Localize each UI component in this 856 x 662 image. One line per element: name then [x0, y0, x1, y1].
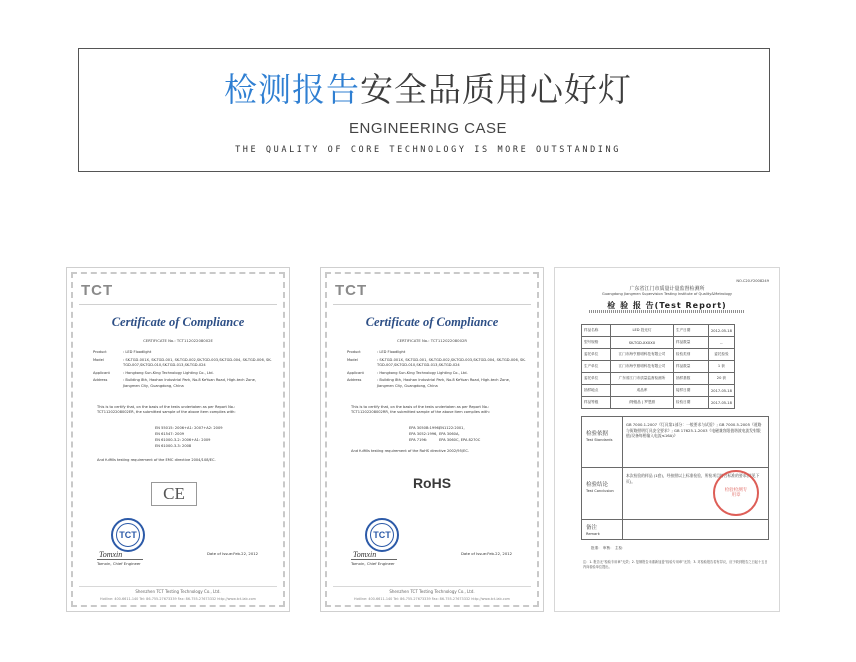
conclusion-text: 本次检验的样品 (1套)，经按照以上标准检验，所检项目符合标准的要求(详见下页)。 — [626, 473, 760, 484]
certificate-details — [93, 350, 273, 391]
divider — [79, 304, 277, 305]
standard-item: EPA 7196: — [409, 438, 428, 442]
detail-row: Address : Building 8th, Haohan Industrial Park, No.8 KeYuan Road, High-tech Zone, Jiangmen City, Guangdong, China — [347, 378, 511, 388]
standard-item: EPA 3052:1996, — [409, 432, 438, 436]
section-label: 检验结论 Test Conclusion — [586, 482, 614, 493]
footer-contact: Hotline: 400-6611-140 Tel: 86-755-27673339 Fax: 86-755-27673332 http://www.tct-lab.com — [354, 597, 510, 601]
issue-date: Date of Issue:Feb.22, 2012 — [207, 551, 259, 556]
standard-item: EPA 3060A, — [439, 432, 460, 436]
tct-seal: TCT — [365, 518, 399, 552]
standard-item: EPA 3050B:1996, — [409, 426, 440, 430]
report-organization: 广东省江门市质量计量监督检测所 — [629, 286, 705, 292]
certify-statement: This is to certify that, on the basis of the tests undertaken as per Report No.: TCT11202208002RR, the submitted sample of the above item complies with: — [351, 405, 490, 414]
barcode — [589, 310, 745, 313]
standards-list — [439, 425, 480, 443]
section-label: 备注 Remark — [586, 525, 600, 536]
detail-row: Applicant : Hongkong Sun-King Technology Lighting Co., Ltd. — [93, 370, 214, 375]
tct-logo: TCT — [81, 282, 114, 299]
signer-name: Tomxin, Chief Engineer — [351, 561, 395, 566]
detail-row: Model : SK-TGD-001X, SK-TGD-001, SK-TGD-002,SK-TGD-003,SK-TGD-004, SK-TGD-006, SK-TGD-007,SK-TGD-010,SK-TGD-013,SK-TGD-024 — [93, 357, 272, 367]
standard-item: EN 61547: 2009 — [155, 432, 185, 436]
test-report — [554, 267, 780, 612]
standard-item: EN 55015: 2006+A1: 2007+A2: 2009 — [155, 426, 223, 430]
detail-row: Address : Building 8th, Haohan Industrial Park, No.8 KeYuan Road, High-tech Zone, Jiangmen City, Guangdong, China — [93, 378, 257, 388]
report-title: 检 验 报 告(Test Report) — [607, 301, 727, 310]
rohs-mark: RoHS — [412, 475, 452, 491]
directive-statement: And fulfills testing requirement of the EMC directive 2004/108/EC. — [97, 458, 216, 462]
standard-item: EPA 3060C, EPA 8270C — [439, 438, 481, 442]
tagline: THE QUALITY OF CORE TECHNOLOGY IS MORE OUTSTANDING — [235, 145, 621, 155]
test-standards-section — [581, 416, 769, 468]
certificate-details — [347, 350, 527, 391]
approval-signatures: 批准： 审核： 主检： — [591, 546, 626, 550]
rohs-certificate — [320, 267, 544, 612]
detail-row: Product : LED Floodlight — [347, 350, 406, 354]
signature: Tomxin — [99, 550, 123, 559]
report-info-table — [581, 324, 735, 409]
title-highlight: 检测报告 — [224, 70, 360, 109]
divider — [333, 304, 531, 305]
detail-row: Model : SK-TGD-001X, SK-TGD-001, SK-TGD-002,SK-TGD-003,SK-TGD-004, SK-TGD-006, SK-TGD-007,SK-TGD-010,SK-TGD-013,SK-TGD-024 — [347, 357, 526, 367]
title-rest: 安全品质用心好灯 — [360, 70, 632, 109]
standard-item: EN 61000-3-3: 2008 — [155, 444, 192, 448]
table-row: 样品等级 /特级品 | 罗恩照 检验日期 2017-05-18 — [582, 397, 735, 409]
footer-divider — [79, 586, 277, 587]
remark-section — [581, 520, 769, 540]
report-notes: 注：1. 报告无“检验专用章”无效；2. 复制报告未重新加盖“检验专用章”无效；3. 对检验报告若有异议，应于收到报告之日起十五日内向检验单位提出。 — [583, 560, 768, 569]
section-subtitle: ENGINEERING CASE — [348, 120, 508, 137]
table-row: 委托单位 广东省江门市质量监督检测所 抽样基数 20 套 — [582, 373, 735, 385]
report-number: NO.C20-Y2008249 — [736, 279, 769, 283]
issue-date: Date of Issue:Feb.22, 2012 — [461, 551, 513, 556]
signer-name: Tomxin, Chief Engineer — [97, 561, 141, 566]
standard-item: EN 61000-3-2: 2006+A1: 2009 — [155, 438, 211, 442]
certificate-heading: Certificate of Compliance — [111, 315, 245, 329]
directive-statement: And fulfills testing requirement of the RoHS directive 2002/95/EC. — [351, 449, 470, 453]
certificate-number: CERTIFICATE No.: TCT11202208002E — [143, 338, 213, 343]
page-title — [0, 70, 856, 110]
signature-line — [351, 559, 397, 560]
table-row: 抽样地点 成品库 接样日期 2017-05-18 — [582, 385, 735, 397]
footer-company: Shenzhen TCT Testing Technology Co., Ltd. — [135, 589, 221, 594]
signature: Tomxin — [353, 550, 377, 559]
table-row: 型号规格 SK-TGD-XXXXX 样品数量 -- — [582, 337, 735, 349]
standards-list — [155, 425, 223, 449]
standard-item: EN1122:2001, — [439, 426, 465, 430]
inspection-stamp: 检验检测专用章 — [713, 470, 759, 516]
tct-seal: TCT — [111, 518, 145, 552]
table-row: 样品名称 LED 投光灯 生产日期 2012-05-18 — [582, 325, 735, 337]
ce-certificate — [66, 267, 290, 612]
footer-divider — [333, 586, 531, 587]
certificate-heading: Certificate of Compliance — [365, 315, 499, 329]
signature-line — [97, 559, 143, 560]
footer-company: Shenzhen TCT Testing Technology Co., Ltd. — [389, 589, 475, 594]
report-organization-en: Guangdong Jiangmen Supervision Testing Institute of Quality&Metrology — [601, 292, 733, 296]
detail-row: Product : LED Floodlight — [93, 350, 152, 354]
tct-logo: TCT — [335, 282, 368, 299]
standards-text: GB 7000.1-2007《灯具第1部分：一般要求与试验》; GB 7000.5-2005《道路与街路照明灯具安全要求》; GB 17625.1-2003《电磁兼容限值谐波电流发射限值(设备每相输入电流≤16A)》 — [626, 422, 762, 438]
table-row: 委托单位 江门市海亨照明科技有限公司 检验类别 委托检验 — [582, 349, 735, 361]
standards-list — [409, 425, 440, 443]
certify-statement: This is to certify that, on the basis of the tests undertaken as per Report No.: TCT11202208002ER, the submitted sample of the above item complies with: — [97, 405, 236, 414]
certificate-number: CERTIFICATE No.: TCT11202208002R — [396, 338, 468, 343]
footer-contact: Hotline: 400-6611-140 Tel: 86-755-27673339 Fax: 86-755-27673332 http://www.tct-lab.com — [100, 597, 256, 601]
detail-row: Applicant : Hongkong Sun-King Technology Lighting Co., Ltd. — [347, 370, 468, 375]
ce-mark: CE — [151, 482, 197, 506]
table-row: 生产单位 江门市海亨照明科技有限公司 样品数量 1 套 — [582, 361, 735, 373]
section-label: 检验依据 Test Standards — [586, 431, 613, 442]
